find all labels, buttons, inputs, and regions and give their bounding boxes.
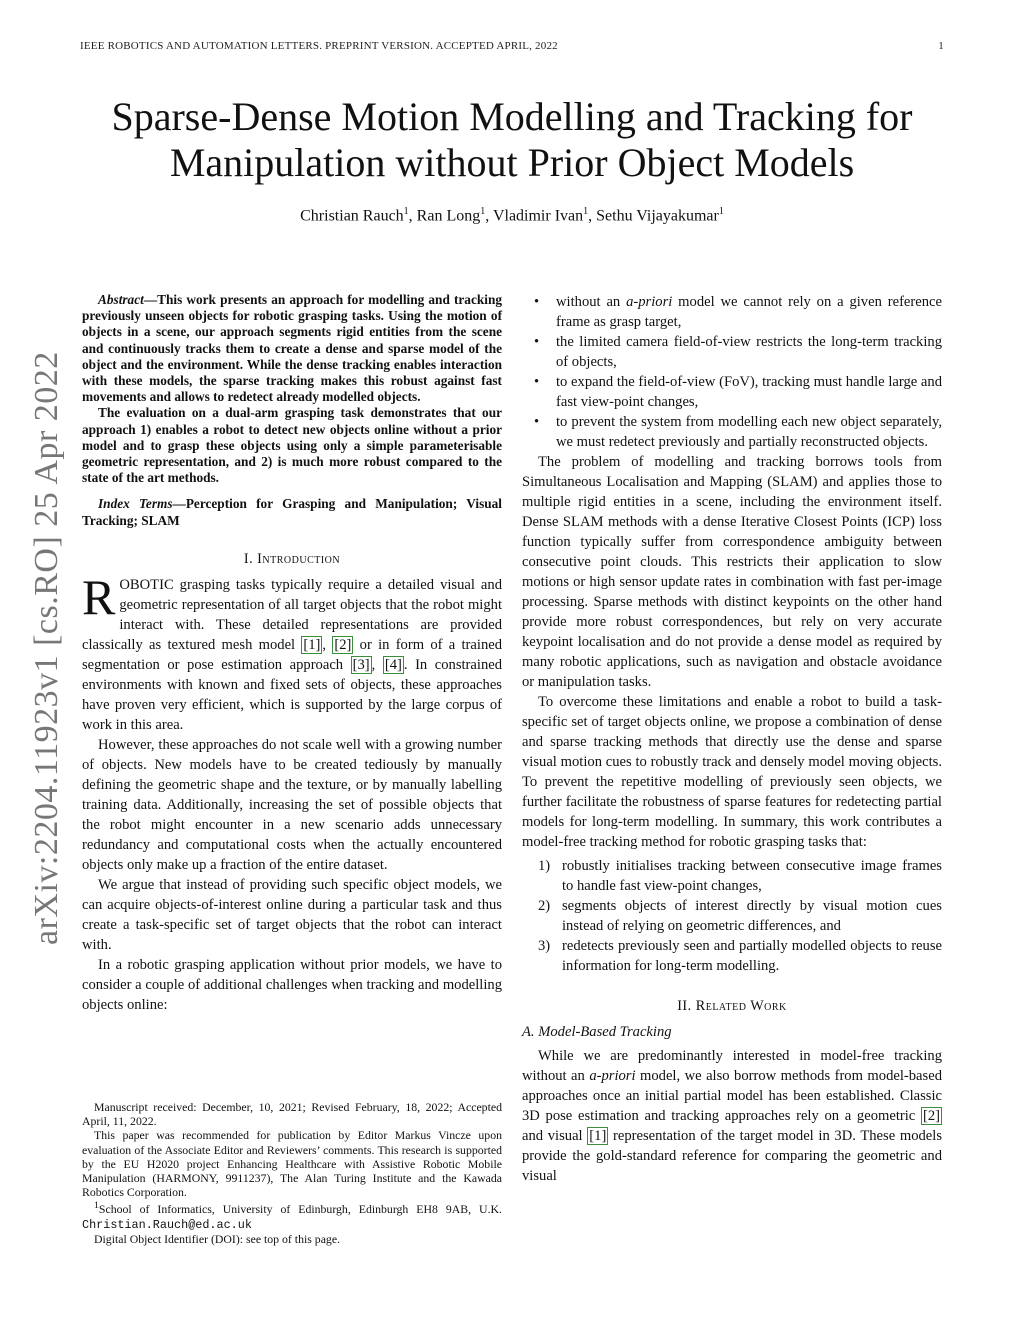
list-item-text: redetects previously seen and partially modelled objects to reuse information for long-term modelling. [562, 938, 942, 974]
list-item-italic: a-priori [626, 294, 673, 310]
abstract [82, 292, 502, 486]
citation-link[interactable]: [2] [922, 1108, 940, 1124]
intro-paragraph-4: In a robotic grasping application without prior models, we have to consider a couple of additional challenges when tracking and modelling objects online: [82, 956, 502, 1013]
footnote-mark: 1 [94, 1200, 99, 1212]
footnotes [82, 1100, 502, 1246]
footnote-funding: This paper was recommended for publication by Editor Markus Vincze upon evaluation of the Associate Editor and Reviewers’ comments. This research is supported by the EU H2020 project Enhancing Healthcare with Assistive Robotic Mobile Manipulation (HARMONY, 9911237), The Alan Turing Institute and the Kawada Robotics Corporation. [82, 1128, 502, 1200]
index-terms: Index Terms—Perception for Grasping and Manipulation; Visual Tracking; SLAM [82, 496, 502, 528]
footnote-doi: Digital Object Identifier (DOI): see top of this page. [94, 1231, 341, 1246]
title-line-2: Manipulation without Prior Object Models [169, 140, 855, 185]
list-item-text: robustly initialises tracking between consecutive image frames to handle fast view-point changes, [562, 858, 942, 894]
citation-link[interactable]: [3] [352, 656, 370, 673]
citation-separator: , [322, 636, 333, 653]
author-email[interactable]: Christian.Rauch@ed.ac.uk [82, 1217, 252, 1232]
body-italic: a-priori [589, 1068, 636, 1084]
body-paragraph: To overcome these limitations and enable a robot to build a task-specific set of target objects online, we propose a combination of dense and sparse tracking methods that directly use the dense and sparse visual motion cues to robustly track and densely model moving objects. To prevent the repetitive modelling of previously seen objects, we further facilitate the robustness of sparse features for redetecting partial models for long-term modelling. In summary, this work contributes a model-free tracking method for robotic grasping tasks that: [522, 694, 942, 850]
index-terms-text: Perception for Grasping and Manipulation; Visual Tracking; SLAM [82, 496, 502, 528]
citation-link[interactable]: [1] [589, 1128, 607, 1144]
challenge-list [522, 292, 942, 452]
drop-cap: R [82, 568, 116, 625]
paper-title [60, 94, 964, 186]
page-number: 1 [938, 40, 944, 52]
body-text: representation of the target model in 3D. These models provide the gold-standard reference for comparing the geometric and visual [522, 1128, 942, 1184]
abstract-paragraph-1: Abstract—This work presents an approach for modelling and tracking previously unseen objects for robotic grasping tasks. Using the motion of objects in a scene, our approach segments rigid entities from the scene and continuously tracks them to create a dense and sparse model of the object and the environment. While the dense tracking enables interaction with these models, the sparse tracking makes this robust against fast movements and allows to redetect already modelled objects. [82, 292, 502, 405]
list-item [556, 332, 942, 372]
section-heading-introduction: I. Introduction [243, 550, 341, 567]
list-item-text: the limited camera field-of-view restricts the long-term tracking of objects, [556, 334, 942, 370]
intro-paragraph-3: We argue that instead of providing such specific object models, we can acquire objects-of-interest online during a particular task and thus create a task-specific set of target objects that the robot can interact with. [82, 876, 502, 953]
list-item [538, 896, 942, 936]
body-text: While we are predominantly interested in model-free tracking without an [522, 1048, 942, 1084]
left-column [82, 292, 502, 1015]
list-number: 3) [538, 938, 551, 954]
list-item [538, 936, 942, 976]
citation-link[interactable]: [4] [384, 656, 402, 673]
abstract-paragraph-2 [82, 405, 502, 486]
author-list: Christian Rauch$^1$, Ran Long$^1$, Vladimir Ivan$^1$, Sethu Vijayakumar$^1$ [300, 206, 724, 225]
list-item-text: model we cannot rely on a given reference frame as grasp target, [556, 294, 943, 330]
abstract-text: This work presents an approach for modelling and tracking previously unseen objects for robotic grasping tasks. Using the motion of objects in a scene, our approach segments rigid entities from the scene and continuously tracks them to create a dense and sparse model of the object and the environment. While the dense tracking enables interaction with these models, the sparse tracking makes this robust against fast movements and allows to redetect already modelled objects. [82, 292, 502, 405]
list-item-text: to prevent the system from modelling each new object separately, we must redetect previously and partially reconstructed objects. [556, 414, 942, 450]
citation-separator: , [371, 656, 383, 673]
intro-text: or in form of a trained segmentation or pose estimation approach [82, 636, 503, 673]
footnote-affiliation [82, 1199, 502, 1231]
list-item [556, 372, 942, 412]
subsection-heading: A. Model-Based Tracking [522, 1024, 672, 1040]
intro-text: OBOTIC grasping tasks typically require a detailed visual and geometric representation of all target objects that the robot might interact with. These detailed representations are provided classically as textured mesh model [82, 576, 502, 653]
running-title: IEEE ROBOTICS AND AUTOMATION LETTERS. PREPRINT VERSION. ACCEPTED APRIL, 2022 [80, 40, 558, 52]
body-text: model, we also borrow methods from model-based approaches once an initial partial model has been established. Classic 3D pose estimation and tracking approaches rely on a geometric [522, 1068, 942, 1124]
citation-link[interactable]: [1] [303, 636, 321, 653]
body-paragraph: The problem of modelling and tracking borrows tools from Simultaneous Localisation and Mapping (SLAM) and applies those to multiple rigid entities in a scene, including the environment itself. Dense SLAM methods with a dense Iterative Closest Points (ICP) loss function typically suffer from correspondence ambiguity between consecutive point clouds. This restricts their application to slow motions or high sensor update rates in combination with fast per-image processing. Sparse methods with distinct keypoints on the other hand provide more robust correspondences, but rely on very accurate keypoint localisation and do not provide a dense model as required by many robotic applications, such as navigation and obstacle avoidance or manipulation tasks. [522, 454, 942, 690]
title-line-1: Sparse-Dense Motion Modelling and Tracking for [111, 94, 913, 139]
section-heading-related-work: II. Related Work [677, 998, 787, 1014]
list-item [538, 856, 942, 896]
author-affiliation: 1 [718, 206, 724, 217]
author-name: Ran Long [416, 207, 481, 225]
arxiv-sidebar-stamp: arXiv:2204.11923v1 [cs.RO] 25 Apr 2022 [28, 351, 65, 945]
index-terms-label: Index Terms [98, 496, 173, 512]
author-name: Vladimir Ivan [492, 207, 584, 225]
list-item-text: without an [556, 294, 627, 310]
footnote-affiliation-text: School of Informatics, University of Edinburgh, Edinburgh EH8 9AB, U.K. [98, 1202, 502, 1217]
list-item [556, 412, 942, 452]
footnote-manuscript: Manuscript received: December, 10, 2021; Revised February, 18, 2022; Accepted April, 11, 2022. [82, 1100, 502, 1129]
intro-paragraph-2: However, these approaches do not scale well with a growing number of objects. New models have to be created tediously by manually defining the geometric shape and the texture, or by manually labelling training data. Additionally, increasing the set of possible objects that the robot might encounter in a new scenario adds unnecessary redundancy and computational costs when the actually encountered objects only make up a fraction of the entire dataset. [82, 736, 502, 873]
contribution-list [522, 856, 942, 976]
body-text: and visual [522, 1128, 588, 1144]
running-header [80, 40, 944, 52]
citation-link[interactable]: [2] [334, 636, 352, 653]
list-item [556, 292, 942, 332]
list-number: 2) [538, 898, 551, 914]
intro-text: . In constrained environments with known and fixed sets of objects, these approaches have proven very efficient, which is supported by the large corpus of work in this area. [82, 656, 503, 733]
abstract-label: Abstract [98, 292, 144, 307]
intro-paragraph-1 [82, 568, 503, 735]
right-column [522, 292, 942, 1186]
list-item-text: segments objects of interest directly by visual motion cues instead of relying on geometric differences, and [562, 898, 942, 934]
author-affiliation: 1 [480, 206, 486, 217]
author-affiliation: 1 [403, 206, 409, 217]
abstract-text-2: The evaluation on a dual-arm grasping task demonstrates that our approach 1) enables a robot to detect new objects online without a prior model and to grasp these objects using only a simple parameterisable geometric representation, and 2) is much more robust compared to the state of the art methods. [82, 405, 502, 486]
author-affiliation: 1 [583, 206, 589, 217]
list-number: 1) [538, 858, 551, 874]
author-name: Sethu Vijayakumar [596, 207, 719, 225]
body-paragraph [522, 1046, 942, 1186]
list-item-text: to expand the field-of-view (FoV), tracking must handle large and fast view-point changes, [556, 374, 942, 410]
author-name: Christian Rauch [300, 207, 404, 225]
